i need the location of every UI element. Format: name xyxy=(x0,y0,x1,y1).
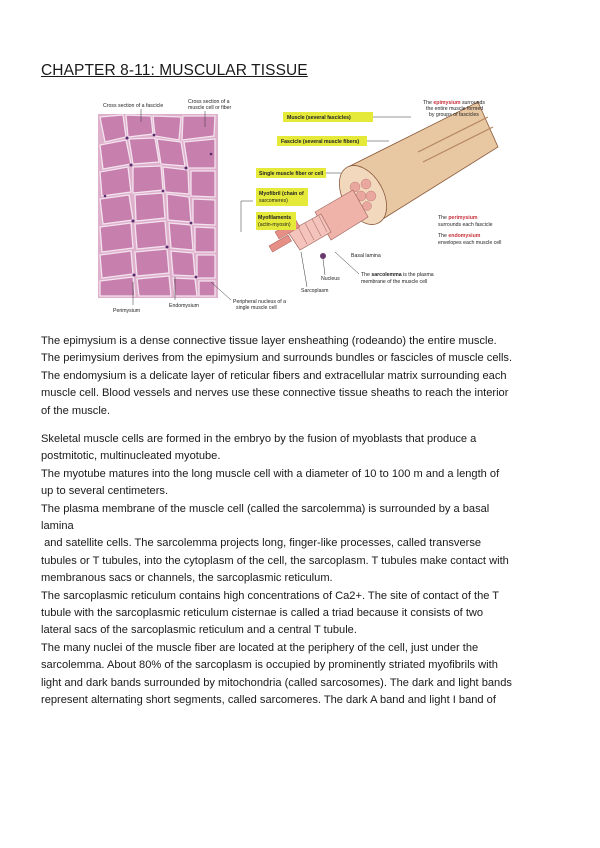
label-sarcolemma-1: The sarcolemma is the plasma xyxy=(361,272,434,278)
text-line: The plasma membrane of the muscle cell (called the sarcolemma) is surrounded by a basal xyxy=(41,502,490,515)
box-myofibril-label-1: Myofibril (chain of xyxy=(259,191,304,197)
text-line: The epimysium is a dense connective tissue layer ensheathing (rodeando) the entire muscle. xyxy=(41,335,497,347)
label-epimysium-2: the entire muscle formed xyxy=(426,106,484,112)
text-line: sarcolemma. About 80% of the sarcoplasm is occupied by prominently striated myofibrils with xyxy=(41,659,498,672)
box-myofilaments-label-1: Myofilaments xyxy=(258,215,292,221)
label-peripheral-nucleus-2: single muscle cell xyxy=(236,305,277,311)
label-cross-section-fascicle: Cross section of a fascicle xyxy=(103,103,164,109)
label-sarcoplasm: Sarcoplasm xyxy=(301,288,329,294)
text-line: The perimysium derives from the epimysium and surrounds bundles or fascicles of muscle cells. xyxy=(41,352,513,365)
text-line: membranous sacs or channels, the sarcoplasmic reticulum. xyxy=(41,572,333,585)
text-line: light and dark bands surrounded by mitochondria (called sarcosomes). The dark and light bands xyxy=(41,676,512,689)
text-line: up to several centimeters. xyxy=(41,485,169,498)
label-perimysium-note-2: surrounds each fascicle xyxy=(438,222,493,228)
text-line: and satellite cells. The sarcolemma projects long, finger-like processes, called transverse xyxy=(41,537,482,550)
label-perimysium-note-1: The perimysium xyxy=(438,215,478,221)
text-line: tubules or T tubules, into the cytoplasm of the cell, the sarcoplasm. T tubules make contact with xyxy=(41,554,509,567)
label-perimysium: Perimysium xyxy=(113,308,141,314)
paragraph-connective-tissue xyxy=(41,333,571,420)
label-peripheral-nucleus-1: Peripheral nucleus of a xyxy=(233,299,287,305)
box-myofibril-label-2: sarcomeres) xyxy=(259,198,288,204)
box-myofilaments-label-2: (actin-myosin) xyxy=(258,222,291,228)
label-epimysium-3: by groups of fascicles xyxy=(429,112,479,118)
label-nucleus: Nucleus xyxy=(321,276,340,282)
text-line: lamina xyxy=(41,520,74,533)
text-line: of the muscle. xyxy=(41,404,111,417)
chapter-title: CHAPTER 8-11: MUSCULAR TISSUE xyxy=(41,62,308,79)
text-line: The endomysium is a delicate layer of reticular fibers and extracellular matrix surrounding each xyxy=(41,369,507,382)
text-line: tubule with the sarcoplasmic reticulum cisternae is called a triad because it consists of two xyxy=(41,607,484,620)
label-basal-lamina: Basal lamina xyxy=(351,253,381,259)
box-muscle-label: Muscle (several fascicles) xyxy=(287,115,351,121)
label-sarcolemma-2: membrane of the muscle cell xyxy=(361,279,428,285)
text-line: The sarcoplasmic reticulum contains high concentrations of Ca2+. The site of contact of the T xyxy=(41,589,500,602)
label-cross-section-cell-1: Cross section of a xyxy=(188,99,230,105)
text-line: Skeletal muscle cells are formed in the embryo by the fusion of myoblasts that produce a xyxy=(41,433,477,445)
text-line: The myotube matures into the long muscle cell with a diameter of 10 to 100 m and a length of xyxy=(41,467,500,480)
text-line: postmitotic, multinucleated myotube. xyxy=(41,450,221,463)
box-fascicle-label: Fascicle (several muscle fibers) xyxy=(281,139,360,145)
text-line: lateral sacs of the sarcoplasmic reticulum and a central T tubule. xyxy=(41,624,357,637)
box-single-fiber-label: Single muscle fiber or cell xyxy=(259,171,324,177)
text-line: represent alternating short segments, called sarcomeres. The dark A band and light I band of xyxy=(41,694,496,707)
text-line: The many nuclei of the muscle fiber are located at the periphery of the cell, just under the xyxy=(41,641,479,654)
label-endomysium: Endomysium xyxy=(169,303,199,309)
label-endomysium-note-2: envelopes each muscle cell xyxy=(438,240,502,246)
label-endomysium-note-1: The endomysium xyxy=(438,233,481,239)
text-line: muscle cell. Blood vessels and nerves use these connective tissue sheaths to reach the interior xyxy=(41,387,509,400)
paragraph-skeletal-muscle-cells xyxy=(41,431,571,710)
muscle-structure-figure xyxy=(93,92,513,322)
label-epimysium-1: The epimysium surrounds xyxy=(423,100,486,106)
label-cross-section-cell-2: muscle cell or fiber xyxy=(188,105,232,111)
histology-micrograph xyxy=(98,114,218,298)
